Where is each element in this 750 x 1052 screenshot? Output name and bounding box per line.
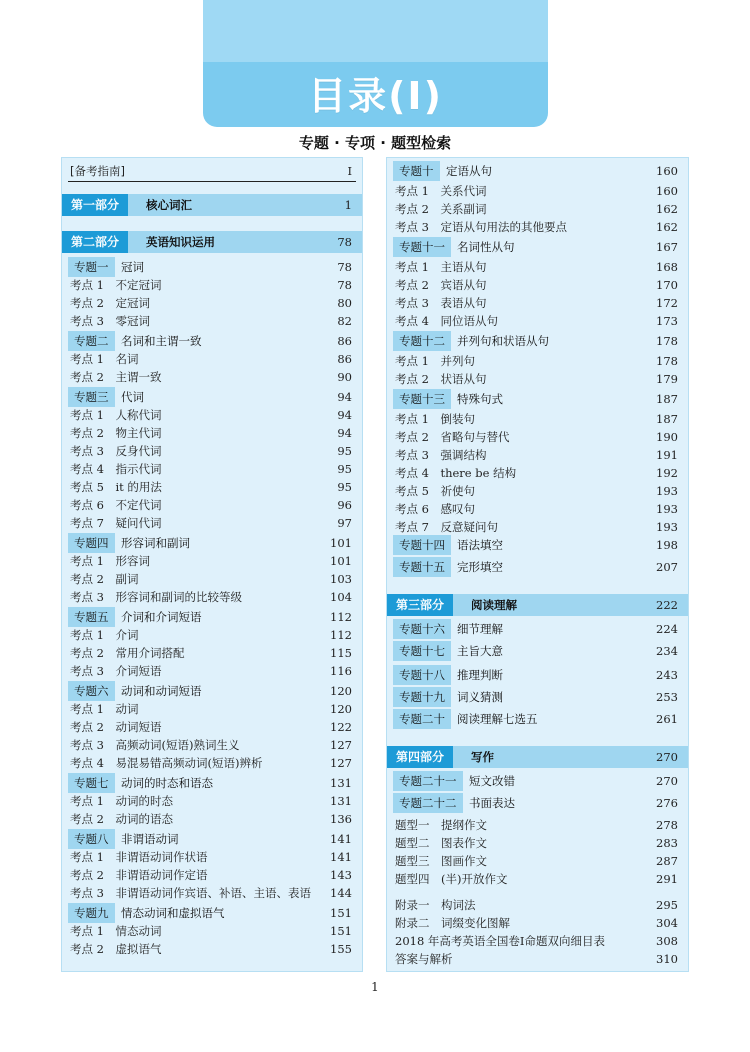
toc-entry-label: 考点 3 定语从句用法的其他要点	[395, 220, 567, 234]
toc-page-number: 155	[330, 942, 352, 956]
toc-topic-row[interactable]	[62, 904, 362, 922]
toc-page-number: 94	[337, 408, 352, 422]
topic-tag: 专题一	[68, 257, 115, 277]
toc-page-number: 187	[656, 412, 678, 426]
page-number: 1	[371, 980, 379, 994]
toc-topic-row[interactable]	[62, 332, 362, 350]
toc-page-number: 95	[337, 444, 352, 458]
toc-entry-label: 考点 2 物主代词	[70, 426, 162, 440]
toc-subitem-row[interactable]	[387, 446, 688, 464]
toc-page-number: 207	[656, 560, 678, 574]
toc-page-number: 198	[656, 538, 678, 552]
toc-page-number: 151	[330, 906, 352, 920]
toc-page-number: 304	[656, 916, 678, 930]
toc-entry-label: 考点 6 不定代词	[70, 498, 162, 512]
toc-page-number: 160	[656, 164, 678, 178]
toc-topic-row[interactable]	[387, 332, 688, 350]
toc-page-number: 127	[330, 738, 352, 752]
toc-page-number: 261	[656, 712, 678, 726]
toc-entry-label: 考点 3 形容词和副词的比较等级	[70, 590, 242, 604]
toc-subitem-row[interactable]	[62, 884, 362, 902]
toc-page-number: 112	[330, 610, 352, 624]
toc-subitem-row[interactable]	[387, 182, 688, 200]
toc-subitem-row[interactable]	[62, 940, 362, 958]
toc-topic-row[interactable]	[387, 620, 688, 638]
toc-entry-label: 考点 1 并列句	[395, 354, 475, 368]
toc-topic-row[interactable]	[387, 710, 688, 728]
toc-page-number: 120	[330, 702, 352, 716]
toc-subitem-row[interactable]	[387, 370, 688, 388]
part-tag: 第二部分	[62, 231, 128, 253]
toc-page-number: 308	[656, 934, 678, 948]
toc-subitem-row[interactable]	[387, 312, 688, 330]
toc-page-number: 122	[330, 720, 352, 734]
toc-page-number: 310	[656, 952, 678, 966]
topic-title: 并列句和状语从句	[457, 334, 549, 348]
toc-subitem-row[interactable]	[62, 478, 362, 496]
toc-page-number: 193	[656, 484, 678, 498]
page-title: 目录(Ⅰ)	[308, 74, 443, 118]
toc-page-number: 86	[337, 334, 352, 348]
toc-topic-row[interactable]	[387, 390, 688, 408]
toc-subitem-row[interactable]	[387, 950, 688, 968]
topic-tag: 专题二十一	[393, 771, 463, 791]
toc-page-number: 78	[337, 260, 352, 274]
toc-entry-label: 考点 3 高频动词(短语)熟词生义	[70, 738, 240, 752]
toc-part-row[interactable]	[387, 596, 688, 614]
toc-entry-label: 考点 1 形容词	[70, 554, 150, 568]
toc-entry-label: 考点 5 it 的用法	[70, 480, 162, 494]
toc-subitem-row[interactable]	[62, 406, 362, 424]
header-banner	[203, 0, 548, 127]
topic-title: 代词	[121, 390, 144, 404]
toc-entry-label: 考点 6 感叹句	[395, 502, 475, 516]
toc-subitem-row[interactable]	[62, 754, 362, 772]
topic-title: 形容词和副词	[121, 536, 190, 550]
toc-subitem-row[interactable]	[387, 932, 688, 950]
toc-subitem-row[interactable]	[387, 294, 688, 312]
topic-tag: 专题十七	[393, 641, 451, 661]
topic-tag: 专题十	[393, 161, 440, 181]
part-title: 核心词汇	[146, 198, 192, 212]
toc-subitem-row[interactable]	[387, 518, 688, 536]
topic-tag: 专题二	[68, 331, 115, 351]
topic-tag: 专题二十	[393, 709, 451, 729]
topic-title: 情态动词和虚拟语气	[121, 906, 225, 920]
toc-page-number: 270	[656, 750, 678, 764]
toc-page-number: 115	[330, 646, 352, 660]
toc-entry-label: 考点 3 反身代词	[70, 444, 162, 458]
toc-subitem-row[interactable]	[62, 570, 362, 588]
toc-page-number: 278	[656, 818, 678, 832]
toc-subitem-row[interactable]	[62, 276, 362, 294]
topic-tag: 专题十三	[393, 389, 451, 409]
toc-page-number: 101	[330, 554, 352, 568]
toc-entry-label: 考点 2 宾语从句	[395, 278, 487, 292]
topic-title: 推理判断	[457, 668, 503, 682]
toc-entry-label: 题型三 图画作文	[395, 854, 487, 868]
topic-tag: 专题八	[68, 829, 115, 849]
part-title: 写作	[471, 750, 494, 764]
toc-subitem-row[interactable]	[387, 410, 688, 428]
toc-page-number: 187	[656, 392, 678, 406]
toc-page-number: 131	[330, 794, 352, 808]
toc-page-number: 1	[344, 198, 352, 212]
toc-subitem-row[interactable]	[62, 552, 362, 570]
toc-page-number: 144	[330, 886, 352, 900]
toc-page-number: 170	[656, 278, 678, 292]
toc-page-number: 103	[330, 572, 352, 586]
toc-part-row[interactable]	[387, 748, 688, 766]
toc-subitem-row[interactable]	[62, 718, 362, 736]
toc-subitem-row[interactable]	[387, 834, 688, 852]
toc-entry-label: 考点 1 情态动词	[70, 924, 162, 938]
toc-subitem-row[interactable]	[387, 896, 688, 914]
toc-subitem-row[interactable]	[62, 700, 362, 718]
toc-entry-label: 考点 1 关系代词	[395, 184, 487, 198]
toc-topic-row[interactable]	[387, 642, 688, 660]
toc-subitem-row[interactable]	[387, 870, 688, 888]
banner-highlight	[203, 0, 548, 62]
toc-page-number: 78	[337, 235, 352, 249]
toc-subitem-row[interactable]	[62, 496, 362, 514]
topic-title: 介词和介词短语	[121, 610, 202, 624]
toc-subitem-row[interactable]	[387, 500, 688, 518]
toc-topic-row[interactable]	[62, 388, 362, 406]
toc-page-number: 167	[656, 240, 678, 254]
topic-tag: 专题十二	[393, 331, 451, 351]
toc-topic-row[interactable]	[62, 608, 362, 626]
toc-page-number: 112	[330, 628, 352, 642]
toc-page-number: 160	[656, 184, 678, 198]
topic-tag: 专题六	[68, 681, 115, 701]
toc-subitem-row[interactable]	[62, 736, 362, 754]
toc-page-number: 178	[656, 354, 678, 368]
toc-page-number: 192	[656, 466, 678, 480]
toc-entry-label: 题型一 提纲作文	[395, 818, 487, 832]
toc-page-number: 141	[330, 850, 352, 864]
topic-tag: 专题二十二	[393, 793, 463, 813]
toc-entry-label: 考点 2 虚拟语气	[70, 942, 162, 956]
topic-title: 非谓语动词	[121, 832, 179, 846]
toc-entry-label: [备考指南]	[70, 164, 125, 178]
toc-entry-label: 考点 5 祈使句	[395, 484, 475, 498]
toc-subitem-row[interactable]	[62, 626, 362, 644]
topic-tag: 专题三	[68, 387, 115, 407]
toc-subitem-row[interactable]	[387, 276, 688, 294]
toc-entry-label: 考点 1 不定冠词	[70, 278, 162, 292]
toc-entry-label: 考点 3 零冠词	[70, 314, 150, 328]
toc-page-number: 82	[337, 314, 352, 328]
toc-right-column	[386, 157, 689, 972]
toc-entry-label: 题型二 图表作文	[395, 836, 487, 850]
topic-title: 名词和主谓一致	[121, 334, 202, 348]
toc-page-number: 193	[656, 502, 678, 516]
topic-tag: 专题十八	[393, 665, 451, 685]
toc-topic-row[interactable]	[387, 536, 688, 554]
toc-page-number: 95	[337, 480, 352, 494]
topic-title: 特殊句式	[457, 392, 503, 406]
toc-topic-row[interactable]	[62, 830, 362, 848]
topic-title: 阅读理解七选五	[457, 712, 538, 726]
toc-page-number: 120	[330, 684, 352, 698]
toc-page-number: 143	[330, 868, 352, 882]
toc-topic-row[interactable]	[387, 794, 688, 812]
topic-tag: 专题十五	[393, 557, 451, 577]
toc-page-number: 283	[656, 836, 678, 850]
toc-page-number: 270	[656, 774, 678, 788]
toc-entry-label: 考点 4 指示代词	[70, 462, 162, 476]
toc-page-number: 168	[656, 260, 678, 274]
toc-topic-row[interactable]	[387, 688, 688, 706]
toc-subitem-row[interactable]	[387, 218, 688, 236]
toc-page-number: 234	[656, 644, 678, 658]
toc-topic-row[interactable]	[62, 534, 362, 552]
toc-page-number: 291	[656, 872, 678, 886]
toc-topic-row[interactable]	[62, 682, 362, 700]
toc-entry-label: 附录一 构词法	[395, 898, 476, 912]
toc-entry-label: 考点 2 副词	[70, 572, 139, 586]
guide-underline	[68, 181, 356, 182]
topic-tag: 专题四	[68, 533, 115, 553]
topic-title: 书面表达	[469, 796, 515, 810]
topic-title: 短文改错	[469, 774, 515, 788]
toc-subitem-row[interactable]	[387, 352, 688, 370]
topic-title: 完形填空	[457, 560, 503, 574]
toc-subitem-row[interactable]	[387, 914, 688, 932]
toc-entry-label: 考点 3 表语从句	[395, 296, 487, 310]
toc-entry-label: 考点 2 主谓一致	[70, 370, 162, 384]
toc-entry-label: 考点 2 状语从句	[395, 372, 487, 386]
toc-entry-label: 答案与解析	[395, 952, 453, 966]
toc-page-number: 178	[656, 334, 678, 348]
toc-subitem-row[interactable]	[62, 514, 362, 532]
topic-title: 名词性从句	[457, 240, 515, 254]
toc-page-number: 243	[656, 668, 678, 682]
toc-subitem-row[interactable]	[62, 662, 362, 680]
topic-title: 主旨大意	[457, 644, 503, 658]
toc-page-number: 97	[337, 516, 352, 530]
toc-entry-label: 考点 2 非谓语动词作定语	[70, 868, 208, 882]
toc-subitem-row[interactable]	[62, 588, 362, 606]
toc-subitem-row[interactable]	[387, 816, 688, 834]
toc-page-number: 173	[656, 314, 678, 328]
toc-page-number: 80	[337, 296, 352, 310]
toc-topic-row[interactable]	[387, 772, 688, 790]
toc-entry-label: 考点 2 常用介词搭配	[70, 646, 185, 660]
toc-page-number: 86	[337, 352, 352, 366]
topic-title: 细节理解	[457, 622, 503, 636]
toc-entry-label: 考点 4 there be 结构	[395, 466, 517, 480]
toc-entry-label: 考点 1 主语从句	[395, 260, 487, 274]
toc-entry-label: 考点 7 反意疑问句	[395, 520, 498, 534]
part-tag: 第四部分	[387, 746, 453, 768]
toc-page-number: 127	[330, 756, 352, 770]
toc-entry-label: 考点 3 强调结构	[395, 448, 487, 462]
toc-page-number: 276	[656, 796, 678, 810]
toc-page-number: 295	[656, 898, 678, 912]
part-tag: 第三部分	[387, 594, 453, 616]
toc-entry-label: 2018 年高考英语全国卷Ⅰ命题双向细目表	[395, 934, 605, 948]
toc-topic-row[interactable]	[62, 774, 362, 792]
toc-topic-row[interactable]	[387, 666, 688, 684]
toc-page-number: 90	[337, 370, 352, 384]
topic-title: 词义猜测	[457, 690, 503, 704]
toc-entry-label: 考点 3 介词短语	[70, 664, 162, 678]
toc-entry-label: 考点 1 动词	[70, 702, 139, 716]
toc-subitem-row[interactable]	[387, 464, 688, 482]
toc-subitem-row[interactable]	[62, 810, 362, 828]
toc-entry-label: 考点 1 人称代词	[70, 408, 162, 422]
topic-title: 冠词	[121, 260, 144, 274]
toc-subitem-row[interactable]	[62, 424, 362, 442]
toc-entry-label: 考点 3 非谓语动词作宾语、补语、主语、表语	[70, 886, 311, 900]
topic-title: 动词和动词短语	[121, 684, 202, 698]
toc-page-number: 94	[337, 426, 352, 440]
toc-subitem-row[interactable]	[62, 442, 362, 460]
toc-page-number: 96	[337, 498, 352, 512]
toc-page-number: 78	[337, 278, 352, 292]
toc-entry-label: 考点 2 动词短语	[70, 720, 162, 734]
toc-entry-label: 题型四 (半)开放作文	[395, 872, 508, 886]
topic-tag: 专题十四	[393, 535, 451, 555]
topic-tag: 专题十六	[393, 619, 451, 639]
toc-page-number: 141	[330, 832, 352, 846]
toc-topic-row[interactable]	[387, 162, 688, 180]
toc-page-number: 101	[330, 536, 352, 550]
toc-page-number: Ⅰ	[347, 164, 352, 178]
topic-tag: 专题十九	[393, 687, 451, 707]
toc-subitem-row[interactable]	[62, 350, 362, 368]
toc-entry-label: 考点 2 定冠词	[70, 296, 150, 310]
toc-page-number: 162	[656, 202, 678, 216]
toc-part-row[interactable]	[62, 196, 362, 214]
toc-entry-label: 考点 1 名词	[70, 352, 139, 366]
toc-page-number: 95	[337, 462, 352, 476]
toc-page-number: 94	[337, 390, 352, 404]
toc-entry-label: 考点 2 动词的语态	[70, 812, 173, 826]
page-subtitle: 专题 · 专项 · 题型检索	[298, 134, 452, 152]
toc-entry-label: 考点 2 关系副词	[395, 202, 487, 216]
toc-page-number: 222	[656, 598, 678, 612]
toc-subitem-row[interactable]	[62, 312, 362, 330]
toc-page-number: 172	[656, 296, 678, 310]
toc-topic-row[interactable]	[387, 558, 688, 576]
toc-subitem-row[interactable]	[387, 482, 688, 500]
toc-subitem-row[interactable]	[62, 922, 362, 940]
toc-subitem-row[interactable]	[62, 792, 362, 810]
topic-title: 动词的时态和语态	[121, 776, 213, 790]
toc-page-number: 116	[330, 664, 352, 678]
toc-page-number: 104	[330, 590, 352, 604]
toc-page-number: 253	[656, 690, 678, 704]
toc-entry-label: 附录二 词缀变化图解	[395, 916, 510, 930]
toc-subitem-row[interactable]	[62, 644, 362, 662]
toc-page-number: 287	[656, 854, 678, 868]
topic-tag: 专题十一	[393, 237, 451, 257]
toc-left-column	[61, 157, 363, 972]
part-tag: 第一部分	[62, 194, 128, 216]
toc-subitem-row[interactable]	[62, 294, 362, 312]
toc-subitem-row[interactable]	[387, 258, 688, 276]
toc-subitem-row[interactable]	[62, 866, 362, 884]
toc-entry-label: 考点 1 非谓语动词作状语	[70, 850, 208, 864]
toc-page-number: 193	[656, 520, 678, 534]
toc-page-number: 190	[656, 430, 678, 444]
topic-tag: 专题七	[68, 773, 115, 793]
toc-subitem-row[interactable]	[387, 428, 688, 446]
toc-part-row[interactable]	[62, 233, 362, 251]
toc-entry-label: 考点 4 易混易错高频动词(短语)辨析	[70, 756, 263, 770]
toc-page-number: 179	[656, 372, 678, 386]
toc-page-number: 224	[656, 622, 678, 636]
toc-guide-row[interactable]	[62, 162, 362, 180]
topic-title: 语法填空	[457, 538, 503, 552]
toc-entry-label: 考点 1 介词	[70, 628, 139, 642]
toc-subitem-row[interactable]	[62, 368, 362, 386]
toc-page-number: 131	[330, 776, 352, 790]
toc-subitem-row[interactable]	[62, 848, 362, 866]
part-title: 英语知识运用	[146, 235, 215, 249]
toc-page-number: 162	[656, 220, 678, 234]
toc-entry-label: 考点 2 省略句与替代	[395, 430, 510, 444]
toc-entry-label: 考点 1 倒装句	[395, 412, 475, 426]
toc-subitem-row[interactable]	[387, 852, 688, 870]
topic-title: 定语从句	[446, 164, 492, 178]
toc-entry-label: 考点 4 同位语从句	[395, 314, 498, 328]
toc-page-number: 136	[330, 812, 352, 826]
topic-tag: 专题九	[68, 903, 115, 923]
toc-page-number: 151	[330, 924, 352, 938]
toc-subitem-row[interactable]	[387, 200, 688, 218]
part-title: 阅读理解	[471, 598, 517, 612]
topic-tag: 专题五	[68, 607, 115, 627]
toc-entry-label: 考点 7 疑问代词	[70, 516, 162, 530]
toc-topic-row[interactable]	[387, 238, 688, 256]
toc-topic-row[interactable]	[62, 258, 362, 276]
toc-entry-label: 考点 1 动词的时态	[70, 794, 173, 808]
toc-page-number: 191	[656, 448, 678, 462]
toc-subitem-row[interactable]	[62, 460, 362, 478]
